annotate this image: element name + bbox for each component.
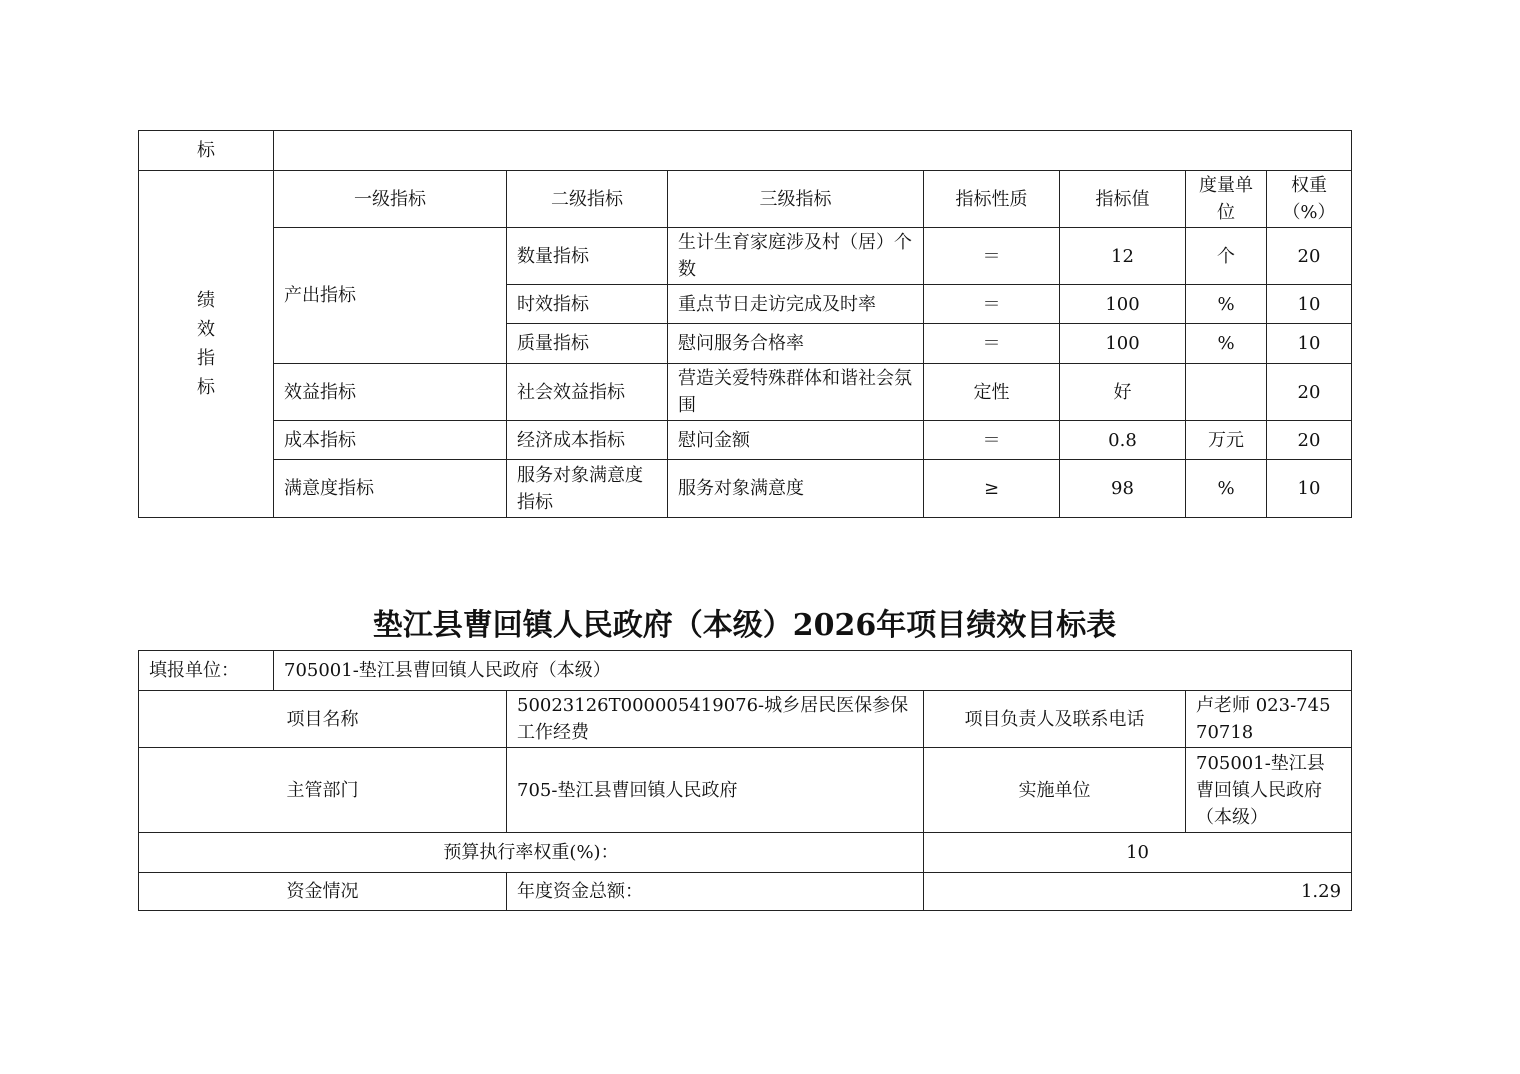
section-label-cell — [139, 171, 274, 518]
l3-cell: 重点节日走访完成及时率 — [668, 285, 924, 324]
budget-rate-value: 10 — [924, 833, 1352, 873]
empty-cell — [274, 131, 1352, 171]
table-row — [139, 228, 1352, 285]
performance-indicator-table — [138, 130, 1352, 518]
unit-label: 填报单位： — [139, 651, 274, 691]
value-cell: 好 — [1060, 364, 1186, 421]
header-l2: 二级指标 — [507, 171, 668, 228]
nature-cell: ＝ — [924, 228, 1060, 285]
table-row — [139, 364, 1352, 421]
unit-cell: 个 — [1186, 228, 1267, 285]
top-label-cell: 标 — [139, 131, 274, 171]
nature-cell: ＝ — [924, 324, 1060, 364]
l2-cell: 经济成本指标 — [507, 421, 668, 460]
unit-cell: % — [1186, 324, 1267, 364]
header-weight: 权重（%） — [1267, 171, 1352, 228]
l2-cell: 数量指标 — [507, 228, 668, 285]
header-unit: 度量单位 — [1186, 171, 1267, 228]
project-name-label: 项目名称 — [139, 691, 507, 748]
weight-cell: 20 — [1267, 364, 1352, 421]
nature-cell: ＝ — [924, 285, 1060, 324]
value-cell: 100 — [1060, 324, 1186, 364]
weight-cell: 10 — [1267, 324, 1352, 364]
l3-cell: 服务对象满意度 — [668, 460, 924, 518]
project-name-value: 50023126T000005419076-城乡居民医保参保工作经费 — [507, 691, 924, 748]
fund-total-value: 1.29 — [924, 873, 1352, 911]
fund-total-label: 年度资金总额： — [507, 873, 924, 911]
nature-cell: ≥ — [924, 460, 1060, 518]
header-value: 指标值 — [1060, 171, 1186, 228]
table-row — [139, 421, 1352, 460]
l1-cell: 满意度指标 — [274, 460, 507, 518]
budget-rate-label: 预算执行率权重(%)： — [139, 833, 924, 873]
l3-cell: 慰问金额 — [668, 421, 924, 460]
value-cell: 12 — [1060, 228, 1186, 285]
dept-label: 主管部门 — [139, 748, 507, 833]
value-cell: 98 — [1060, 460, 1186, 518]
l3-cell: 生计生育家庭涉及村（居）个数 — [668, 228, 924, 285]
contact-value: 卢老师 023-74570718 — [1186, 691, 1352, 748]
l2-cell: 服务对象满意度指标 — [507, 460, 668, 518]
unit-cell: % — [1186, 460, 1267, 518]
weight-cell: 20 — [1267, 421, 1352, 460]
dept-value: 705-垫江县曹回镇人民政府 — [507, 748, 924, 833]
l2-cell: 社会效益指标 — [507, 364, 668, 421]
unit-cell: 万元 — [1186, 421, 1267, 460]
fund-label: 资金情况 — [139, 873, 507, 911]
value-cell: 0.8 — [1060, 421, 1186, 460]
impl-value: 705001-垫江县曹回镇人民政府（本级） — [1186, 748, 1352, 833]
weight-cell: 10 — [1267, 285, 1352, 324]
nature-cell: ＝ — [924, 421, 1060, 460]
l1-cell: 产出指标 — [274, 228, 507, 364]
header-l3: 三级指标 — [668, 171, 924, 228]
header-l1: 一级指标 — [274, 171, 507, 228]
l2-cell: 质量指标 — [507, 324, 668, 364]
weight-cell: 10 — [1267, 460, 1352, 518]
page-title: 垫江县曹回镇人民政府（本级）2026年项目绩效目标表 — [372, 608, 1117, 643]
contact-label: 项目负责人及联系电话 — [924, 691, 1186, 748]
l1-cell: 成本指标 — [274, 421, 507, 460]
impl-label: 实施单位 — [924, 748, 1186, 833]
weight-cell: 20 — [1267, 228, 1352, 285]
l3-cell: 慰问服务合格率 — [668, 324, 924, 364]
unit-cell: % — [1186, 285, 1267, 324]
project-info-table — [138, 650, 1352, 911]
l2-cell: 时效指标 — [507, 285, 668, 324]
header-nature: 指标性质 — [924, 171, 1060, 228]
value-cell: 100 — [1060, 285, 1186, 324]
unit-value: 705001-垫江县曹回镇人民政府（本级） — [274, 651, 1352, 691]
table-row — [139, 460, 1352, 518]
unit-cell — [1186, 364, 1267, 421]
section-label: 绩效指标 — [197, 290, 215, 398]
l1-cell: 效益指标 — [274, 364, 507, 421]
nature-cell: 定性 — [924, 364, 1060, 421]
l3-cell: 营造关爱特殊群体和谐社会氛围 — [668, 364, 924, 421]
